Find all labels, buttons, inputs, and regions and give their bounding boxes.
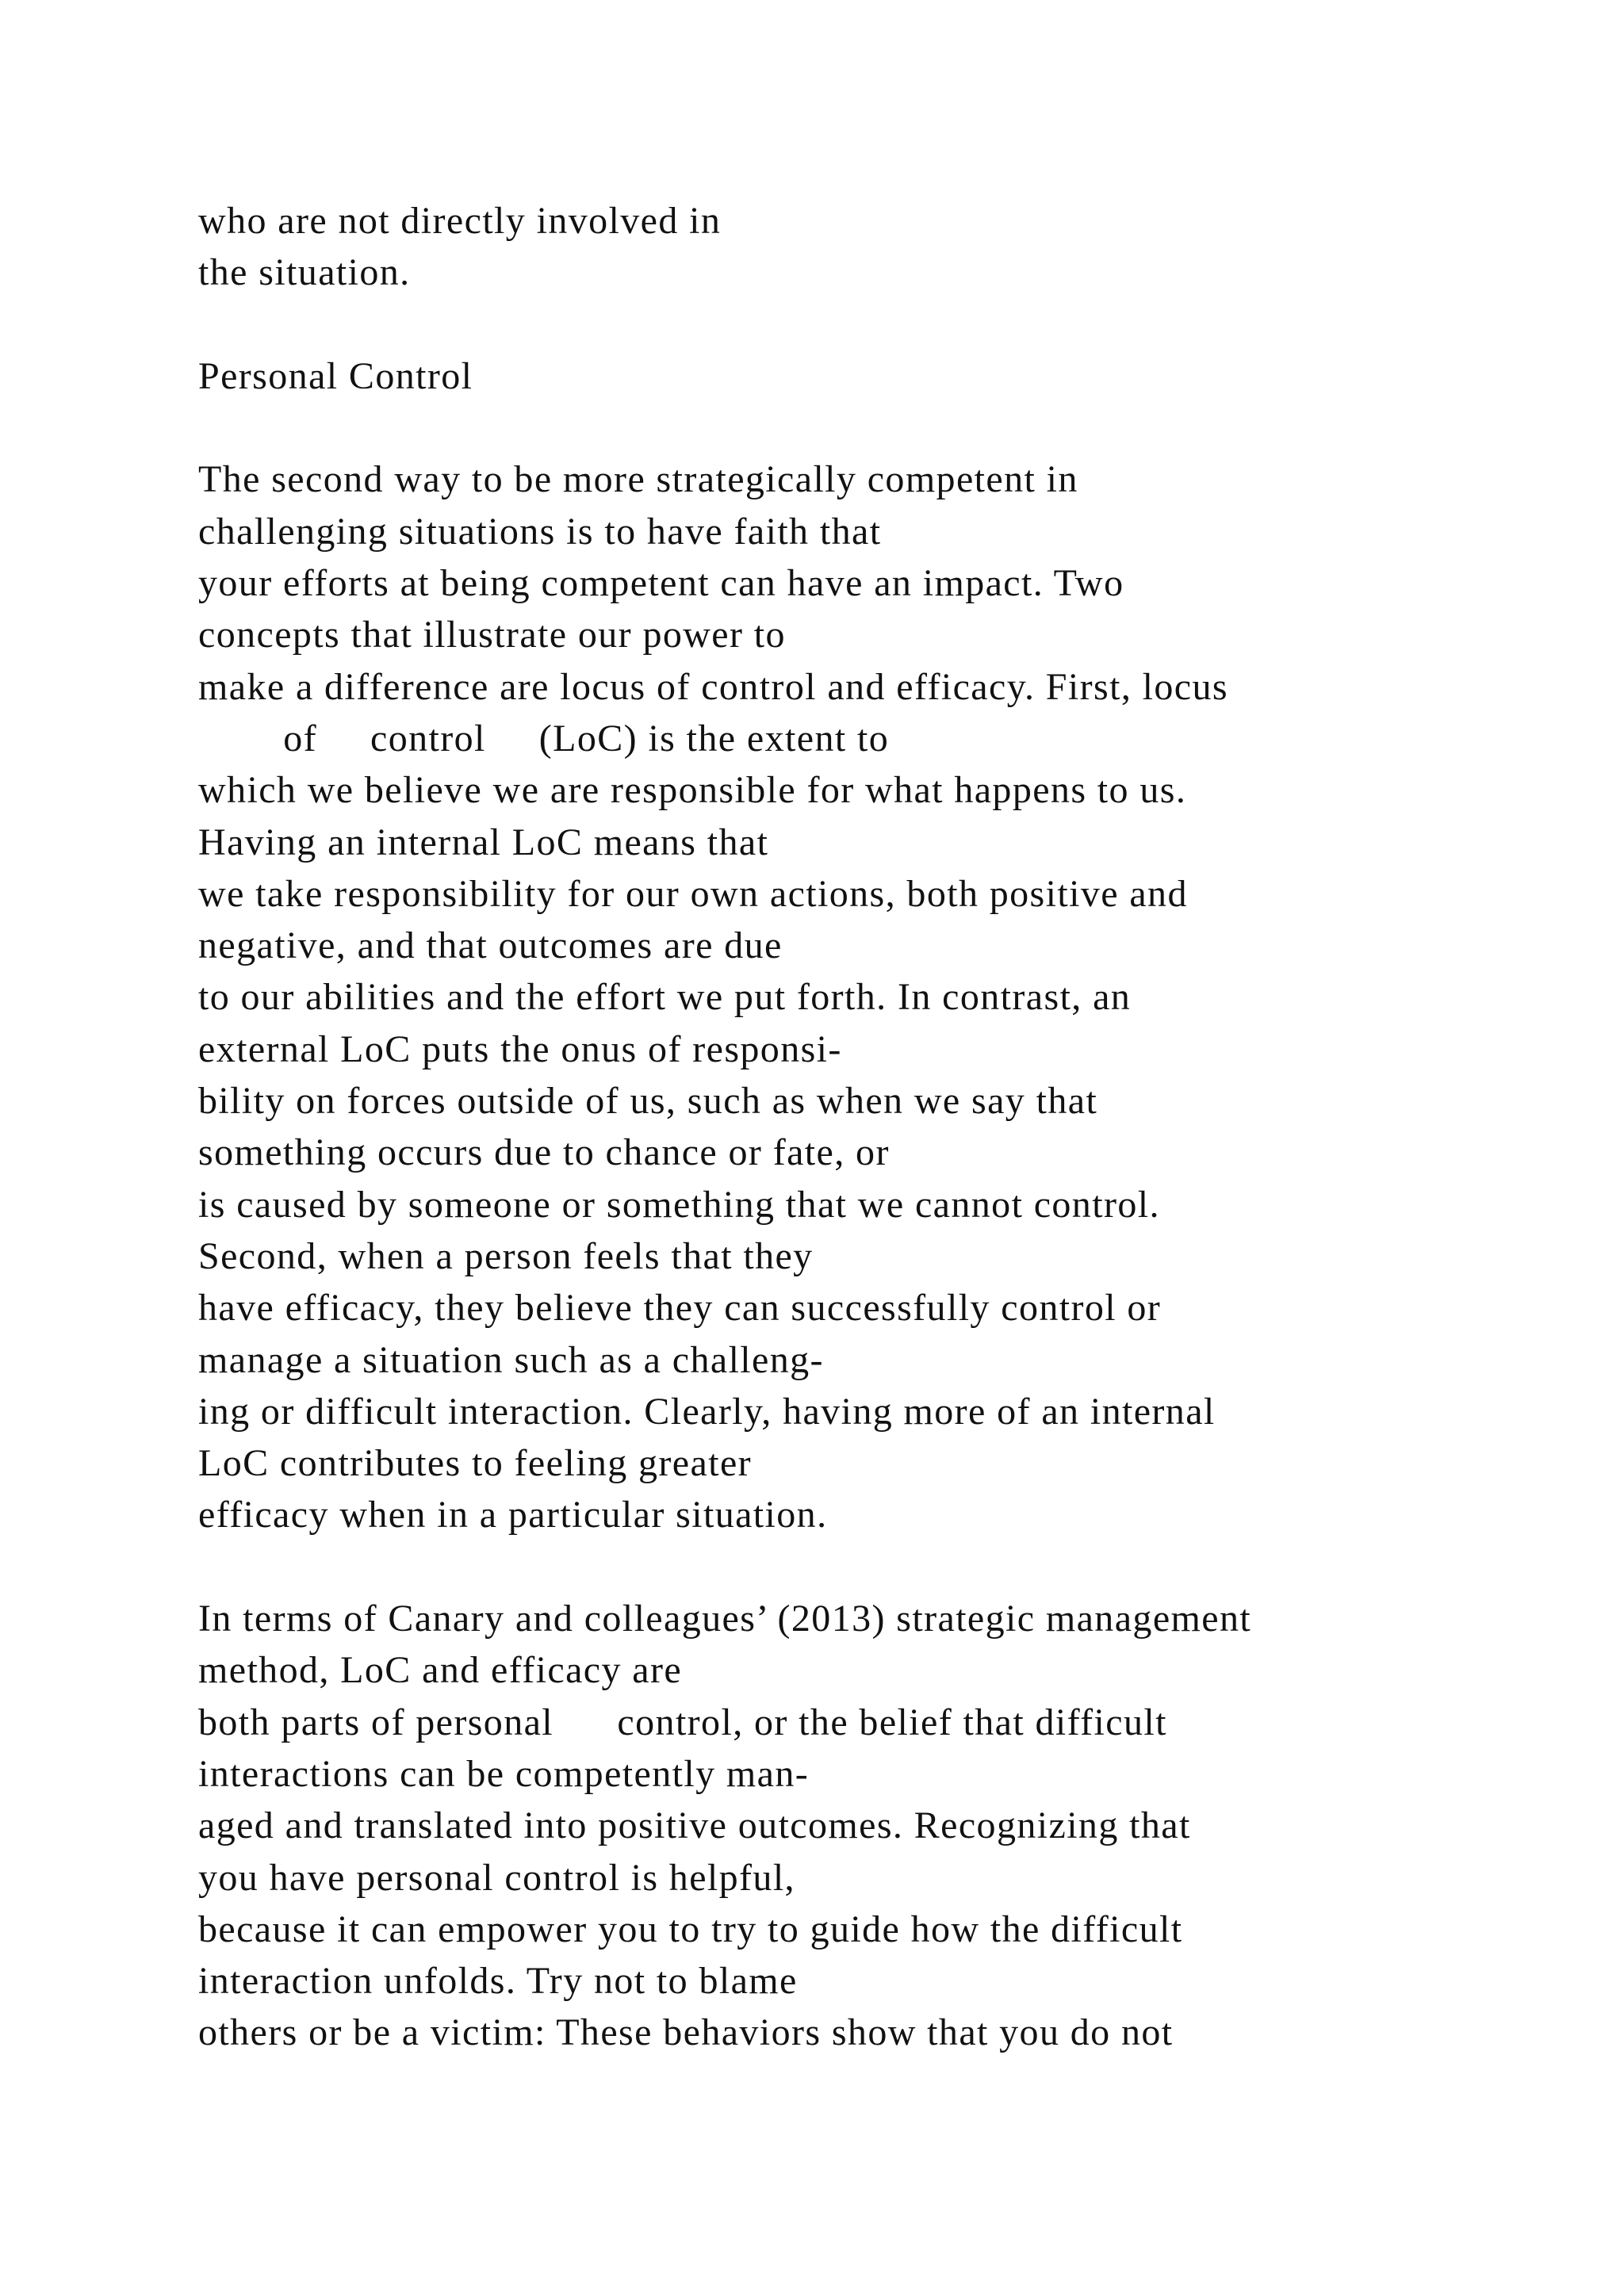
- text-line: your efforts at being competent can have an impact. Two: [198, 562, 1124, 605]
- text-line: external LoC puts the onus of responsi-: [198, 1027, 842, 1070]
- text-line: challenging situations is to have faith that: [198, 510, 882, 553]
- text-line: ing or difficult interaction. Clearly, having more of an internal: [198, 1390, 1216, 1433]
- text-line: to our abilities and the effort we put forth. In contrast, an: [198, 976, 1132, 1019]
- text-line: Having an internal LoC means that: [198, 821, 769, 863]
- text-line: because it can empower you to try to guide how the difficult: [198, 1908, 1183, 1950]
- blank-line: [198, 402, 1594, 453]
- text-line: we take responsibility for our own actions, both positive and: [198, 872, 1188, 915]
- text-line: you have personal control is helpful,: [198, 1856, 795, 1899]
- blank-line: [198, 1541, 1594, 1593]
- text-line: aged and translated into positive outcomes. Recognizing that: [198, 1804, 1191, 1847]
- text-line: In terms of Canary and colleagues’ (2013) strategic management: [198, 1598, 1252, 1640]
- text-line: bility on forces outside of us, such as when we say that: [198, 1080, 1098, 1123]
- text-line: negative, and that outcomes are due: [198, 924, 783, 967]
- text-line: interaction unfolds. Try not to blame: [198, 1960, 798, 2003]
- blank-line: [198, 299, 1594, 350]
- text-line: efficacy when in a particular situation.: [198, 1494, 828, 1536]
- text-line: both parts of personal control, or the belief that difficult: [198, 1701, 1167, 1743]
- text-line: of control (LoC) is the extent to: [198, 717, 890, 760]
- text-line: the situation.: [198, 251, 411, 294]
- text-line: Second, when a person feels that they: [198, 1234, 814, 1277]
- text-line: method, LoC and efficacy are: [198, 1649, 683, 1692]
- text-line: others or be a victim: These behaviors show that you do not: [198, 2011, 1174, 2054]
- text-line: something occurs due to chance or fate, or: [198, 1131, 890, 1174]
- text-line: have efficacy, they believe they can successfully control or: [198, 1287, 1162, 1330]
- text-line: The second way to be more strategically competent in: [198, 458, 1078, 501]
- text-line: which we believe we are responsible for what happens to us.: [198, 769, 1187, 812]
- text-line: is caused by someone or something that we cannot control.: [198, 1183, 1160, 1226]
- text-line: make a difference are locus of control and efficacy. First, locus: [198, 665, 1228, 708]
- section-heading: Personal Control: [198, 354, 473, 397]
- text-line: LoC contributes to feeling greater: [198, 1442, 753, 1485]
- text-line: manage a situation such as a challeng-: [198, 1338, 824, 1381]
- text-line: who are not directly involved in: [198, 200, 722, 242]
- document-body: [198, 195, 1594, 2059]
- text-line: concepts that illustrate our power to: [198, 614, 786, 656]
- text-line: interactions can be competently man-: [198, 1752, 810, 1795]
